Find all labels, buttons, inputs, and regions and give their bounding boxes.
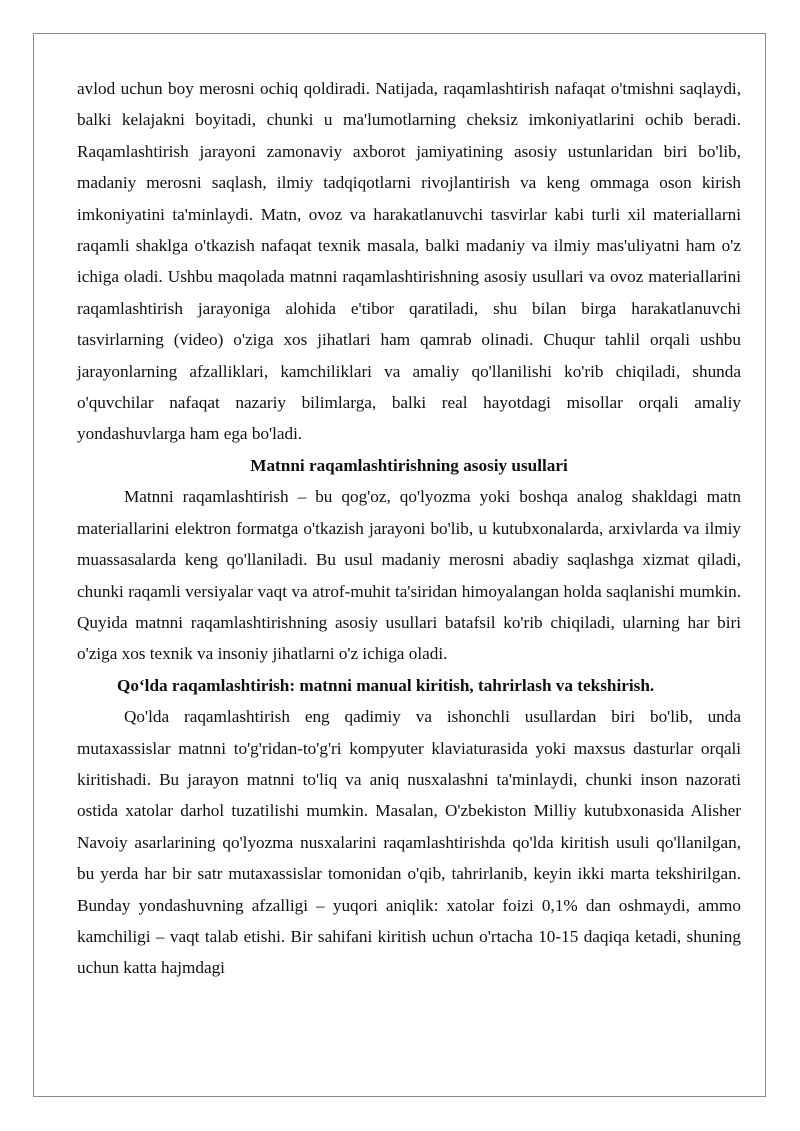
document-body [77,73,741,984]
intro-paragraph: avlod uchun boy merosni ochiq qoldiradi. Natijada, raqamlashtirish nafaqat o'tmishni saqlaydi, balki kelajakni boyitadi, chunki u ma'lumotlarning cheksiz imkoniyatlarini ochib beradi. Raqamlashtirish jarayoni zamonaviy axborot jamiyatining asosiy ustunlaridan biri bo'lib, madaniy merosni saqlash, ilmiy tadqiqotlarni rivojlantirish va keng ommaga oson kirish imkoniyatini ta'minlaydi. Matn, ovoz va harakatlanuvchi tasvirlar kabi turli xil materiallarni raqamli shaklga o'tkazish nafaqat texnik masala, balki madaniy va ilmiy mas'uliyatni ham o'z ichiga oladi. Ushbu maqolada matnni raqamlashtirishning asosiy usullari va ovoz materiallarini raqamlashtirish jarayoniga alohida e'tibor qaratiladi, shu bilan birga harakatlanuvchi tasvirlarning (video) o'ziga xos jihatlari ham qamrab olinadi. Chuqur tahlil orqali ushbu jarayonlarning afzalliklari, kamchiliklari va amaliy qo'llanilishi ko'rib chiqiladi, shunda o'quvchilar nafaqat nazariy bilimlarga, balki real hayotdagi misollar orqali amaliy yondashuvlarga ham ega bo'ladi. [77,79,741,444]
subsection-paragraph: Qo'lda raqamlashtirish eng qadimiy va ishonchli usullardan biri bo'lib, unda mutaxassislar matnni to'g'ridan-to'g'ri kompyuter klaviaturasida yoki maxsus dasturlar orqali kiritishadi. Bu jarayon matnni to'liq va aniq nusxalashni ta'minlaydi, chunki inson nazorati ostida xatolar darhol tuzatilishi mumkin. Masalan, O'zbekiston Milliy kutubxonasida Alisher Navoiy asarlarining qo'lyozma nusxalarini raqamlashtirishda qo'lda kiritish usuli qo'llanilgan, bu yerda har bir satr mutaxassislar tomonidan o'qib, tahrirlanib, keyin ikki marta tekshirilgan. Bunday yondashuvning afzalligi – yuqori aniqlik: xatolar foizi 0,1% dan oshmaydi, ammo kamchiligi – vaqt talab etishi. Bir sahifani kiritish uchun o'rtacha 10-15 daqiqa ketadi, shuning uchun katta hajmdagi [77,707,741,978]
subsection-heading: Qo‘lda raqamlashtirish: matnni manual kiritish, tahrirlash va tekshirish. [117,675,655,695]
section-heading: Matnni raqamlashtirishning asosiy usullari [250,455,568,475]
section-paragraph: Matnni raqamlashtirish – bu qog'oz, qo'lyozma yoki boshqa analog shakldagi matn materiallarini elektron formatga o'tkazish jarayoni bo'lib, u kutubxonalarda, arxivlarda va ilmiy muassasalarda keng qo'llaniladi. Bu usul madaniy merosni abadiy saqlashga xizmat qiladi, chunki raqamli versiyalar vaqt va atrof-muhit ta'siridan himoyalangan holda saqlanishi mumkin. Quyida matnni raqamlashtirishning asosiy usullari batafsil ko'rib chiqiladi, ularning har biri o'ziga xos texnik va insoniy jihatlarni o'z ichiga oladi. [77,487,741,664]
